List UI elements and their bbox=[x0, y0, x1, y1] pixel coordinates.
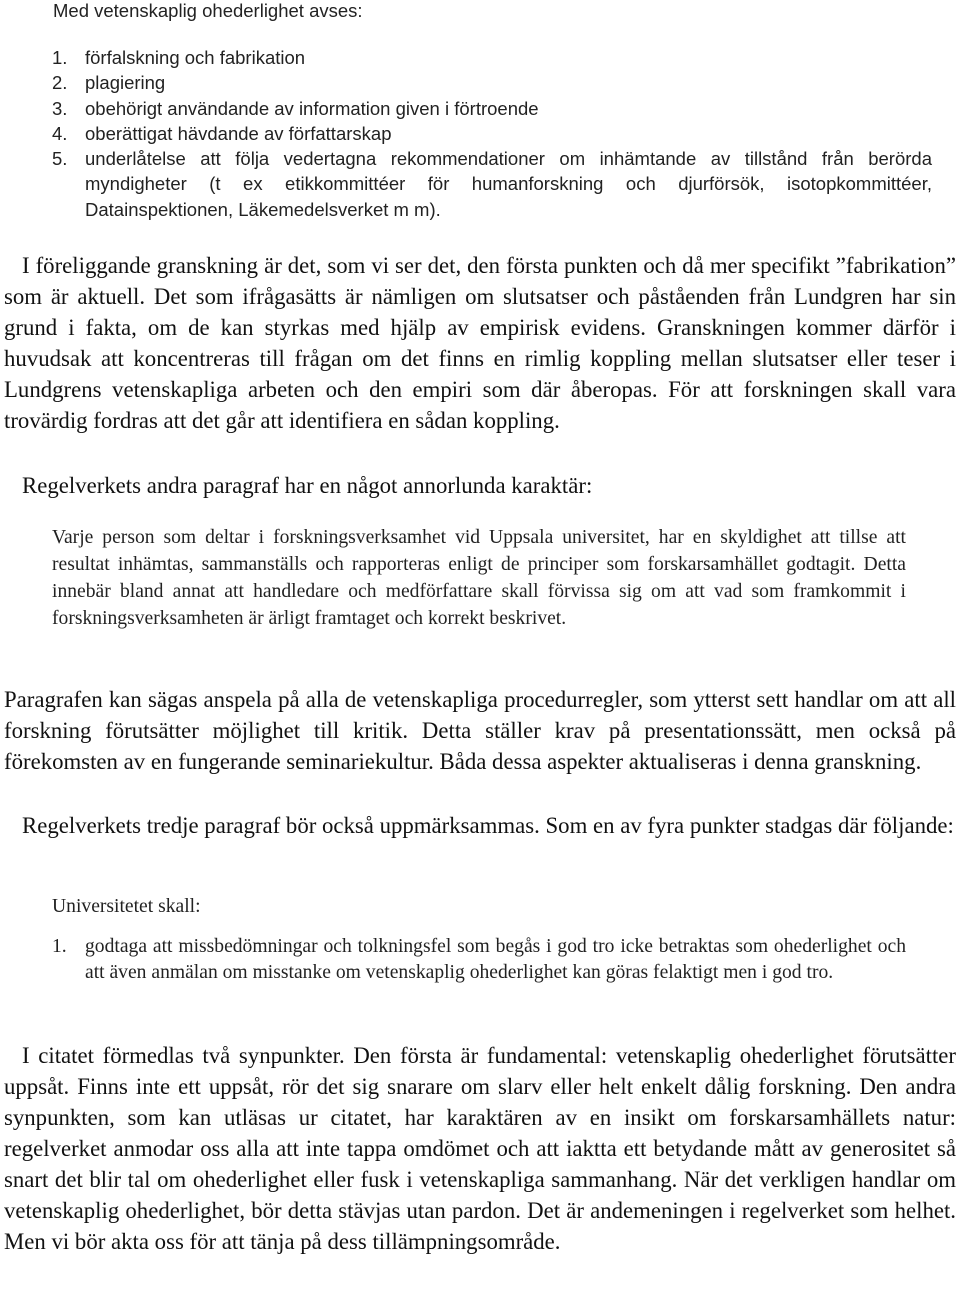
list-item bbox=[52, 96, 932, 121]
paragraph-text: Regelverkets andra paragraf har en något annorlunda karaktär: bbox=[22, 473, 593, 498]
paragraph-fabrication bbox=[4, 250, 956, 436]
university-label: Universitetet skall: bbox=[52, 896, 201, 917]
paragraph-procedures: Paragrafen kan sägas anspela på alla de vetenskapliga procedurregler, som ytterst sett handlar om att all forskning förutsätter möjlighet till kritik. Detta ställer krav på presentationssätt, men också på förekomsten av en fungerande seminariekultur. Båda dessa aspekter aktualiseras i denna granskning. bbox=[4, 687, 956, 774]
paragraph-text: I föreliggande granskning är det, som vi ser det, den första punkten och då mer specifikt ”fabrikation” som är aktuell. Det som ifrågasätts är nämligen om slutsatser och påståenden från Lundgren har sin grund i fakta, om de kan styrkas med hjälp av empirisk evidens. Granskningen kommer därför i huvudsak att koncentreras till frågan om det finns en rimlig koppling mellan slutsatser eller teser i Lundgrens vetenskapliga arbeten och den empiri som där åberopas. För att forskningen skall vara trovärdig fordras att det går att identifiera en sådan koppling. bbox=[4, 253, 956, 433]
list-item-text: plagiering bbox=[85, 72, 166, 94]
list-item bbox=[52, 934, 906, 986]
list-item-text: obehörigt användande av information given i förtroende bbox=[85, 97, 539, 119]
list-item-number: 4. bbox=[52, 122, 68, 144]
list-item-text: oberättigat hävdande av författarskap bbox=[85, 122, 392, 144]
list-item-text: godtaga att missbedömningar och tolkningsfel som begås i god tro icke betraktas som ohederlighet och att även anmälan om misstanke om vetenskaplig ohederlighet kan göras felaktigt men i god tro. bbox=[85, 936, 906, 983]
paragraph-text: Regelverkets tredje paragraf bör också uppmärksammas. Som en av fyra punkter stadgas där följande: bbox=[22, 813, 954, 838]
intro-text: Med vetenskaplig ohederlighet avses: bbox=[53, 0, 363, 21]
list-item-number: 3. bbox=[52, 97, 68, 119]
list-item-text: förfalskning och fabrikation bbox=[85, 47, 306, 68]
paragraph-text: I citatet förmedlas två synpunkter. Den första är fundamental: vetenskaplig ohederlighet förutsätter uppsåt. Finns inte ett uppsåt, rör det sig snarare om slarv eller helt enkelt dålig forskning. Den andra synpunkten, som kan utläsas ur citatet, har karaktären av en insikt om forskarsamhällets natur: regelverket anmodar oss alla att inte tappa omdömet och att iaktta ett betydande mått av generositet så snart det blir tal om ohederlighet eller fusk i vetenskapliga sammanhang. När det verkligen handlar om vetenskaplig ohederlighet, bör detta stävjas utan pardon. Det är andemeningen i regelverket som helhet. Men vi bör akta oss för att tänja på dess tillämpningsområde. bbox=[4, 1043, 956, 1254]
misconduct-list bbox=[52, 45, 932, 222]
paragraph-conclusion bbox=[4, 1040, 956, 1257]
list-item-number: 5. bbox=[52, 148, 68, 170]
list-item-number: 1. bbox=[52, 936, 67, 957]
list-item bbox=[52, 45, 932, 70]
list-item bbox=[52, 146, 932, 222]
university-obligations-list bbox=[52, 934, 906, 986]
paragraph-second-rule bbox=[4, 470, 956, 501]
list-item bbox=[52, 70, 932, 95]
list-item bbox=[52, 121, 932, 146]
list-item-number: 2. bbox=[52, 72, 68, 94]
paragraph-third-rule bbox=[4, 810, 956, 841]
list-item-number: 1. bbox=[52, 47, 68, 68]
list-item-text: underlåtelse att följa vedertagna rekommendationer om inhämtande av tillstånd från berörda myndigheter (t ex etikkommittéer för humanforskning och djurförsök, isotopkommittéer, Datainspektionen, Läkemedelsverket m m). bbox=[85, 148, 932, 220]
block-quote-rule: Varje person som deltar i forskningsverksamhet vid Uppsala universitet, har en skyldighet att tillse att resultat inhämtas, sammanställs och rapporteras enligt de principer som forskarsamhället godtagit. Detta innebär bland annat att handledare och medförfattare skall förvissa sig om att vad som framkommit i forskningsverksamheten är ärligt framtaget och korrekt beskrivet. bbox=[52, 527, 906, 629]
